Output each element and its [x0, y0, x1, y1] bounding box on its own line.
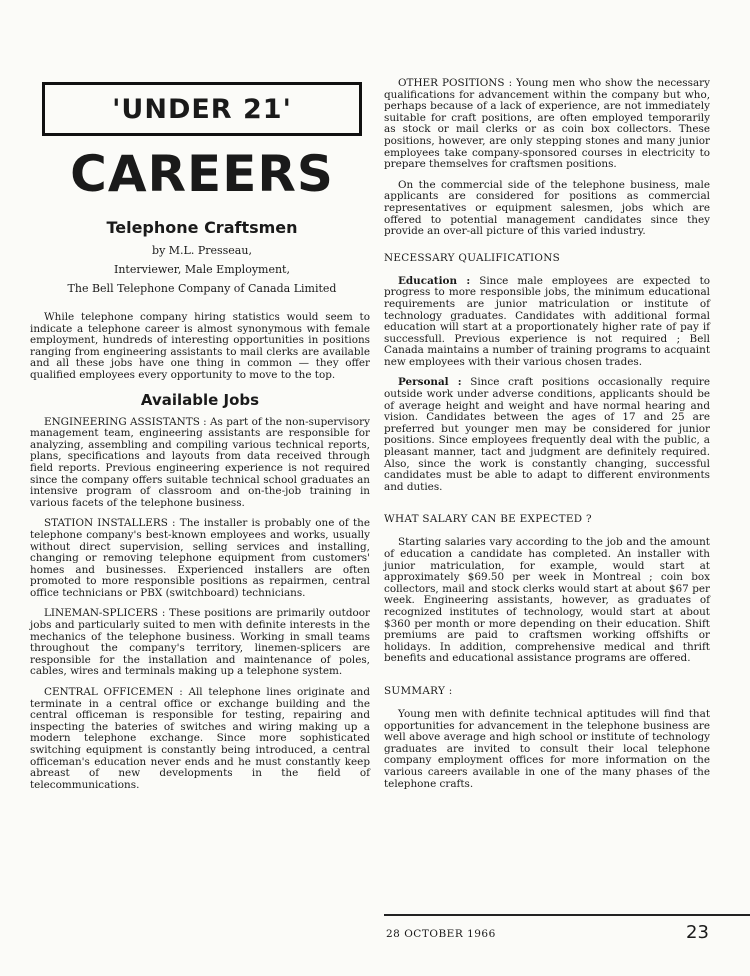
page-number: 23: [686, 922, 709, 943]
paragraph-lead: STATION INSTALLERS :: [44, 517, 176, 530]
salary-paragraph: Starting salaries vary according to the job and the amount of education a candidate has completed. An installer with junior matriculation, for example, would start at approximately $69.50 per week in Montreal ; coin box collectors, mail and stock clerks would start at about $67 per week. Engineering assistants, however, as graduates of recognized institutes of technology, would start at about $360 per month or more depending on their education. Shift premiums are paid to craftsmen working offshifts or holidays. In addition, comprehensive medical and thrift benefits and educational assistance programs are offered.: [384, 536, 710, 665]
central-officemen-paragraph: [30, 687, 370, 791]
paragraph-text: Since male employees are expected to progress to more responsible jobs, the minimum educational requirements are junior matriculation or institute of technology graduates. Candidates with additional formal education will start at a proportionately higher rate of pay if successfull. Previous experience is not required ; Bell Canada maintains a number of training programs to acquaint new employees with their various chosen trades.: [384, 274, 710, 368]
footer-divider: [384, 914, 750, 916]
paragraph-text: These positions are primarily outdoor jobs and particularly suited to men with definite interests in the mechanics of the telephone business. Working in small teams throughout the company's territory, linemen-splicers are responsible for the installation and maintenance of poles, cables, wires and terminals making up a telephone system.: [30, 607, 370, 678]
summary-paragraph: Young men with definite technical aptitudes will find that opportunities for advancement in the telephone business are well above average and high school or institute of technology graduates are invited to consult their local telephone company employment offices for more information on the various careers available in one of the many phases of the telephone crafts.: [384, 707, 710, 790]
salary-heading: WHAT SALARY CAN BE EXPECTED ?: [384, 513, 592, 526]
page-title: CAREERS: [70, 145, 334, 203]
lineman-splicers-paragraph: [30, 608, 370, 678]
paragraph-lead: Personal :: [398, 376, 462, 389]
paragraph-text: The installer is probably one of the telephone company's best-known employees and works, usually without direct supervision, selling services and installing, changing or removing telephone equipment from customers' homes and businesses. Experienced installers are often promoted to more responsible positions as repairmen, central office technicians or PBX (switchboard) technicians.: [30, 517, 370, 599]
paragraph-lead: CENTRAL OFFICEMEN :: [44, 686, 183, 699]
byline-role: Interviewer, Male Employment,: [114, 263, 290, 276]
article-subtitle: Telephone Craftsmen: [106, 218, 298, 237]
qualifications-heading: NECESSARY QUALIFICATIONS: [384, 251, 561, 264]
engineering-assistants-paragraph: [30, 417, 370, 510]
right-column: [384, 78, 710, 799]
education-paragraph: [384, 276, 710, 369]
byline-company: The Bell Telephone Company of Canada Limited: [67, 282, 337, 295]
paragraph-text: As part of the non-supervisory management team, engineering assistants are responsible for analyzing, assembling and compiling various technical reports, plans, specifications and layouts from data received through field reports. Previous engineering experience is not required since the company offers suitable technical school graduates an intensive program of classroom and on-the-job training in various facets of the telephone business.: [30, 415, 370, 509]
other-positions-paragraph: [384, 78, 710, 171]
paragraph-lead: OTHER POSITIONS :: [398, 77, 513, 89]
personal-paragraph: [384, 377, 710, 493]
paragraph-text: All telephone lines originate and terminate in a central office or exchange building and the central officeman is responsible for testing, repairing and inspecting the bateries of switches and wiring making up a modern telephone exchange. Since more sophisticated switching equipment is constantly being introduced, a central officeman's education never ends and he must constantly keep abreast of new developments in the field of telecommunications.: [30, 686, 370, 791]
station-installers-paragraph: [30, 518, 370, 599]
summary-heading: SUMMARY :: [384, 684, 453, 697]
paragraph-lead: ENGINEERING ASSISTANTS :: [44, 415, 207, 428]
paragraph-text: Since craft positions occasionally require outside work under adverse conditions, applicants should be of average height and weight and have normal hearing and vision. Candidates between the ages of 17 and 25 are preferred but younger men may be considered for junior positions. Since employees frequently deal with the public, a pleasant manner, tact and judgment are definitely required. Also, since the work is constantly changing, successful candidates must be able to adapt to different environments and duties.: [384, 376, 710, 493]
paragraph-lead: Education :: [398, 274, 471, 287]
available-jobs-heading: Available Jobs: [140, 390, 260, 409]
under-21-banner: 'UNDER 21': [42, 82, 362, 136]
left-column: [30, 78, 370, 800]
commercial-side-paragraph: On the commercial side of the telephone business, male applicants are considered for positions as commercial representatives or equipment salesmen, jobs which are offered to potential management candidates since they provide an over-all picture of this varied industry.: [384, 178, 710, 238]
paragraph-text: Young men who show the necessary qualifications for advancement within the company but who, perhaps because of a lack of experience, are not immediately suitable for craft positions, are often employed temporarily as stock or mail clerks or as coin box collectors. These positions, however, are only stepping stones and many junior employees take company-sponsored courses in electricity to prepare themselves for craftsmen positions.: [384, 77, 711, 171]
paragraph-lead: LINEMAN-SPLICERS :: [44, 607, 166, 620]
byline: [42, 241, 362, 298]
intro-paragraph: While telephone company hiring statistics would seem to indicate a telephone career is almost synonymous with female employment, hundreds of interesting opportunities in positions ranging from engineering assistants to mail clerks are available and all these jobs have one thing in common — they offer qualified employees every opportunity to move to the top.: [30, 311, 370, 381]
byline-author: by M.L. Presseau,: [152, 244, 252, 257]
issue-date: 28 OCTOBER 1966: [386, 928, 496, 940]
